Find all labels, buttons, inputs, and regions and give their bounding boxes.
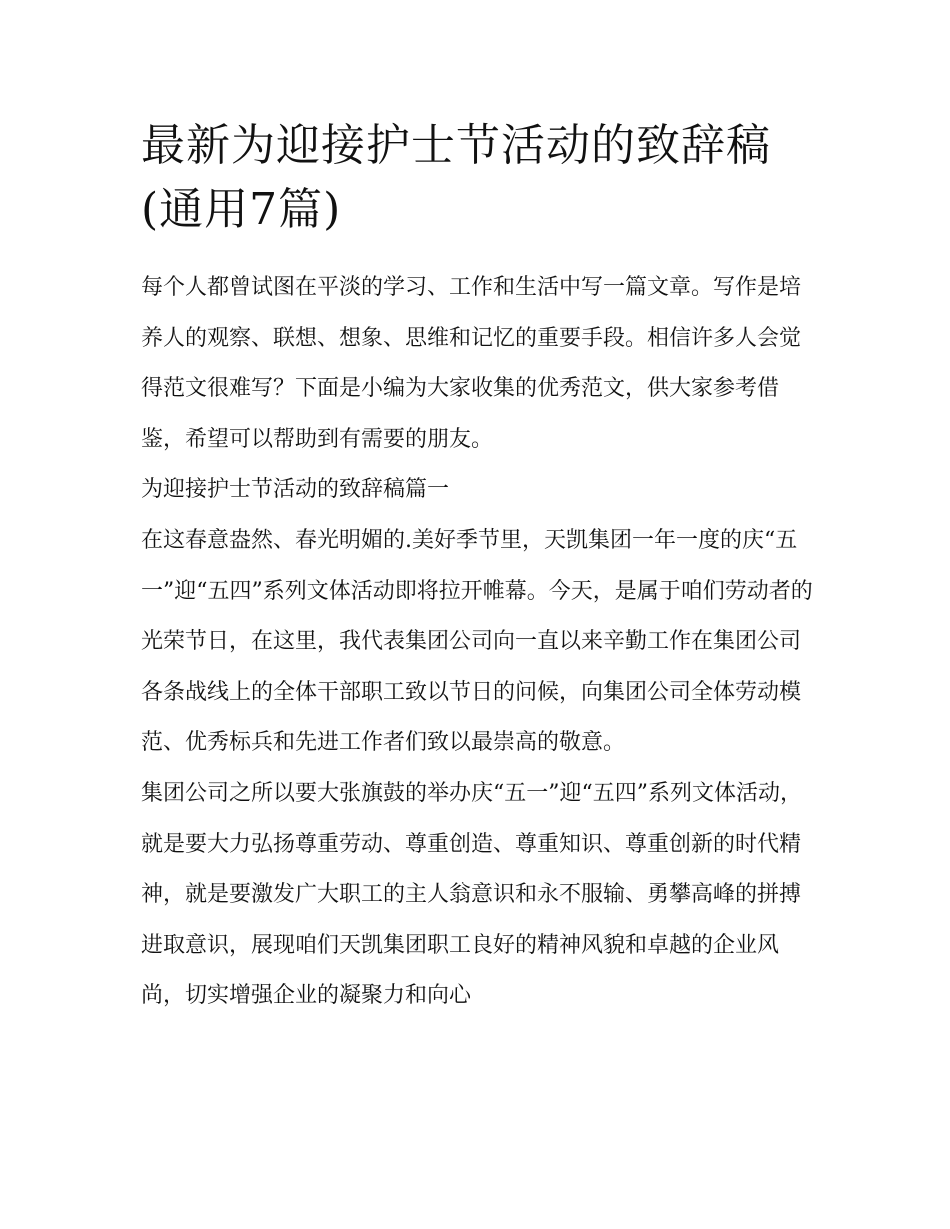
body-paragraph-1: 在这春意盎然、春光明媚的.美好季节里，天凯集团一年一度的庆“五一”迎“五四”系列文体活动即将拉开帷幕。今天，是属于咱们劳动者的光荣节日，在这里，我代表集团公司向一直以来辛勤工作在集团公司各条战线上的全体干部职工致以节日的问候，向集团公司全体劳动模范、优秀标兵和先进工作者们致以最崇高的敬意。: [141, 527, 813, 756]
document-page: [141, 114, 813, 1022]
document-title: 最新为迎接护士节活动的致辞稿(通用7篇): [141, 120, 771, 235]
body-paragraph-2: 集团公司之所以要大张旗鼓的举办庆“五一”迎“五四”系列文体活动，就是要大力弘扬尊重劳动、尊重创造、尊重知识、尊重创新的时代精神，就是要激发广大职工的主人翁意识和永不服输、勇攀高峰的拼搏进取意识，展现咱们天凯集团职工良好的精神风貌和卓越的企业风尚，切实增强企业的凝聚力和向心: [141, 780, 802, 1009]
section-heading: 为迎接护士节活动的致辞稿篇一: [141, 477, 450, 503]
intro-paragraph: 每个人都曾试图在平淡的学习、工作和生活中写一篇文章。写作是培养人的观察、联想、想象、思维和记忆的重要手段。相信许多人会觉得范文很难写？下面是小编为大家收集的优秀范文，供大家参考借鉴，希望可以帮助到有需要的朋友。: [141, 275, 802, 452]
